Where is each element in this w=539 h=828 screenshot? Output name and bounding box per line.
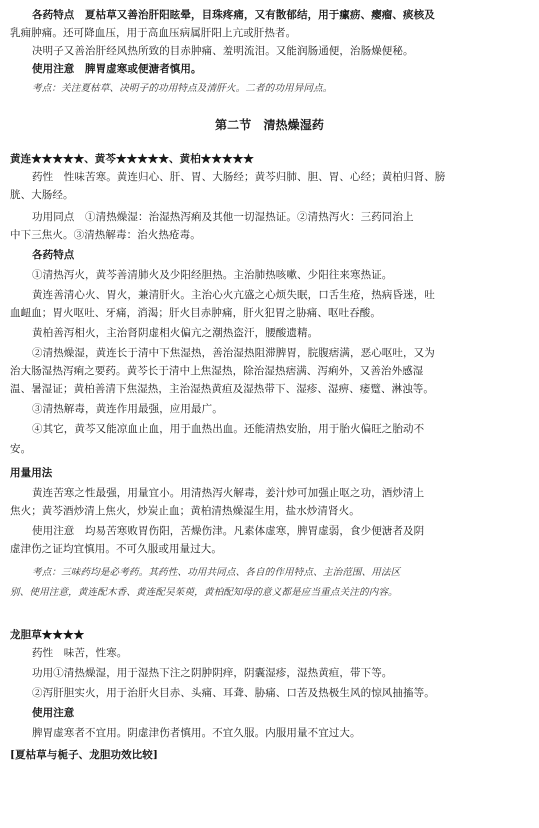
- exam-note: 考点：三味药均是必考药。其药性、功用共同点、各自的作用特点、主治范围、用法区: [32, 567, 401, 578]
- text-line: 虚津伤之证均宜慎用。不可久服或用量过大。: [10, 543, 222, 555]
- text-line: 焦火；黄芩酒炒清上焦火，炒炭止血；黄柏清热燥湿生用，盐水炒清肾火。: [10, 505, 360, 517]
- exam-note: 考点：关注夏枯草、决明子的功用特点及清肝火。二者的功用异同点。: [32, 83, 333, 94]
- herb-heading: 黄连★★★★★、黄芩★★★★★、黄柏★★★★★: [10, 153, 254, 165]
- text-line: 使用注意 脾胃虚寒或便溏者慎用。: [32, 63, 202, 75]
- exam-note: 别、使用注意，黄连配木香、黄连配吴茱萸，黄柏配知母的意义都是应当重点关注的内容。: [10, 587, 398, 598]
- subheading: 用量用法: [10, 467, 53, 479]
- text-line: 胱、大肠经。: [10, 189, 74, 201]
- text-line: ④其它，黄芩又能凉血止血，用于血热出血。还能清热安胎，用于胎火偏旺之胎动不: [32, 423, 425, 435]
- text-line: ②泻肝胆实火，用于治肝火目赤、头痛、耳聋、胁痛、口苦及热极生风的惊风抽搐等。: [32, 687, 435, 699]
- text-line: 血衄血；胃火呕吐、牙痛，消渴；肝火目赤肿痛，肝火犯胃之胁痛、呕吐吞酸。: [10, 307, 381, 319]
- text-line: 药性 性味苦寒。黄连归心、肝、胃、大肠经；黄芩归肺、胆、胃、心经；黄柏归肾、膀: [32, 171, 446, 183]
- text-line: 乳痈肿痛。还可降血压，用于高血压病属肝阳上亢或肝热者。: [10, 27, 297, 39]
- text-line: 脾胃虚寒者不宜用。阴虚津伤者慎用。不宜久服。内服用量不宜过大。: [32, 727, 361, 739]
- text-line: 决明子又善治肝经风热所致的目赤肿痛、羞明流泪。又能润肠通便，治肠燥便秘。: [32, 45, 414, 57]
- section-title: 第二节 清热燥湿药: [215, 118, 324, 132]
- text-line: 功用①清热燥湿，用于湿热下注之阴肿阴痒，阴囊湿疹，湿热黄疸，带下等。: [32, 667, 393, 679]
- text-line: ②清热燥湿，黄连长于清中下焦湿热，善治湿热阻滞脾胃，脘腹痞满，恶心呕吐，又为: [32, 347, 435, 359]
- text-line: 药性 味苦，性寒。: [32, 647, 128, 659]
- text-line: ①清热泻火，黄芩善清肺火及少阳经胆热。主治肺热咳嗽、少阳往来寒热证。: [32, 269, 393, 281]
- text-line: ③清热解毒，黄连作用最强，应用最广。: [32, 403, 223, 415]
- text-line: 黄连善清心火、胃火，兼清肝火。主治心火亢盛之心烦失眠，口舌生疮，热病昏迷，吐: [32, 289, 435, 301]
- text-line: 中下三焦火。③清热解毒：治火热疮毒。: [10, 229, 201, 241]
- text-line: 各药特点 夏枯草又善治肝阳眩晕，目珠疼痛，又有散郁结，用于瘰疬、瘿瘤、痰核及: [32, 9, 435, 21]
- herb-heading: 龙胆草★★★★: [10, 629, 85, 641]
- text-line: 温、暑湿证；黄柏善清下焦湿热，主治湿热黄疸及湿热带下、湿疹、湿痹、痿躄、淋浊等。: [10, 383, 434, 395]
- text-line: 功用同点 ①清热燥湿：治湿热泻痢及其他一切湿热证。②清热泻火：三药同治上: [32, 211, 414, 223]
- text-line: 黄连苦寒之性最强，用量宜小。用清热泻火解毒，姜汁炒可加强止呕之功，酒炒清上: [32, 487, 425, 499]
- text-line: 安。: [10, 443, 32, 455]
- subheading: 各药特点: [32, 249, 75, 261]
- subheading: 使用注意: [32, 707, 75, 719]
- text-line: 黄柏善泻相火，主治肾阴虚相火偏亢之潮热盗汗，腰酸遗精。: [32, 327, 319, 339]
- comparison-heading: [夏枯草与栀子、龙胆功效比较]: [10, 749, 158, 761]
- text-line: 治大肠湿热泻痢之要药。黄芩长于清中上焦湿热，除治湿热痞满、泻痢外，又善治外感湿: [10, 365, 424, 377]
- text-line: 使用注意 均易苦寒败胃伤阳，苦燥伤津。凡素体虚寒，脾胃虚弱，食少便溏者及阴: [32, 525, 425, 537]
